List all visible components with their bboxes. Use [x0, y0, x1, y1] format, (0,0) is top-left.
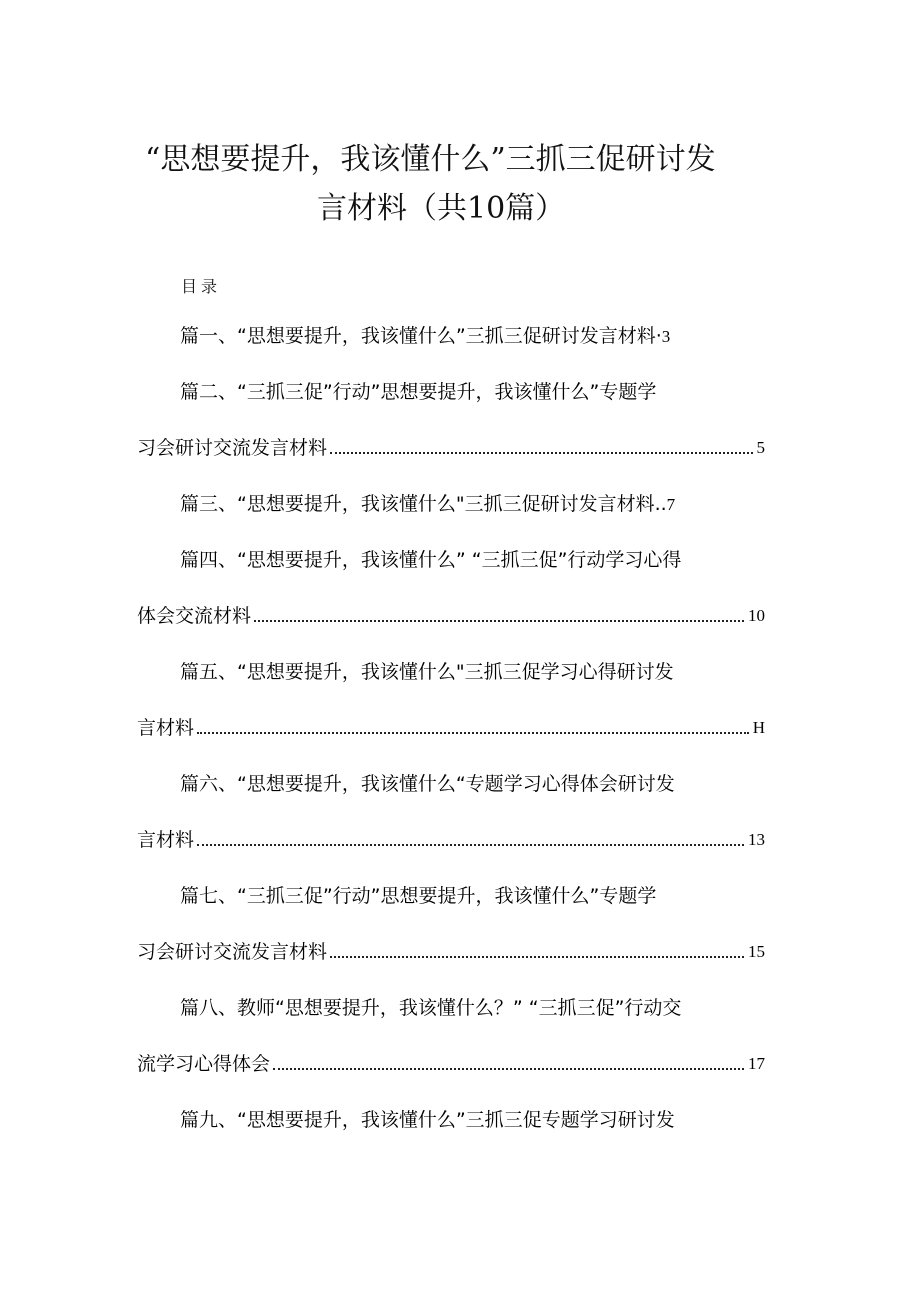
toc-entry-4-line1[interactable]: 篇四、“思想要提升，我该懂什么” “三抓三促”行动学习心得: [180, 549, 682, 571]
toc-entry-2-page: 5: [756, 438, 765, 457]
toc-entry-5-title-cont: 言材料: [137, 717, 195, 739]
dot-leader: [330, 956, 744, 958]
toc-entry-6-page: 13: [748, 830, 765, 849]
toc-entry-3-line[interactable]: [180, 493, 675, 516]
toc-entry-4-title-cont: 体会交流材料: [137, 605, 252, 627]
toc-entry-7-page: 15: [748, 942, 765, 961]
toc-entry-9-line1[interactable]: 篇九、“思想要提升，我该懂什么”三抓三促专题学习研讨发: [180, 1109, 675, 1131]
toc-entry-1-page: 3: [661, 327, 671, 346]
toc-entry-1-title: 篇一、“思想要提升，我该懂什么”三抓三促研讨发言材料·: [180, 325, 662, 347]
toc-entry-7-line2[interactable]: [137, 941, 765, 963]
document-title-line-1: “思想要提升，我该懂什么”三抓三促研讨发: [145, 142, 716, 177]
dot-leader: [330, 452, 752, 454]
toc-entry-5-line2[interactable]: [137, 717, 765, 739]
toc-entry-2-line1[interactable]: 篇二、“三抓三促”行动”思想要提升，我该懂什么”专题学: [180, 381, 657, 403]
toc-entry-7-title-cont: 习会研讨交流发言材料: [137, 941, 328, 963]
toc-entry-8-line1[interactable]: 篇八、教师“思想要提升，我该懂什么？” “三抓三促”行动交: [180, 997, 682, 1019]
document-title-line-2: 言材料（共10篇）: [317, 191, 566, 226]
toc-entry-2-title-cont: 习会研讨交流发言材料: [137, 437, 328, 459]
dot-leader: [273, 1068, 744, 1070]
dot-leader: [197, 732, 749, 734]
toc-entry-3-title: 篇三、“思想要提升，我该懂什么"三抓三促研讨发言材料..: [180, 493, 667, 515]
toc-entry-7-line1[interactable]: 篇七、“三抓三促”行动”思想要提升，我该懂什么”专题学: [180, 885, 657, 907]
toc-entry-4-line2[interactable]: [137, 605, 765, 627]
toc-entry-8-page: 17: [748, 1054, 765, 1073]
toc-entry-3-page: 7: [666, 495, 676, 514]
toc-entry-6-line2[interactable]: [137, 829, 765, 851]
toc-entry-1-line[interactable]: [180, 325, 670, 348]
toc-entry-8-title-cont: 流学习心得体会: [137, 1053, 271, 1075]
toc-entry-6-line1[interactable]: 篇六、“思想要提升，我该懂什么“专题学习心得体会研讨发: [180, 773, 675, 795]
toc-entry-8-line2[interactable]: [137, 1053, 765, 1075]
toc-entry-5-page: H: [752, 718, 765, 737]
dot-leader: [254, 620, 744, 622]
toc-entry-4-page: 10: [748, 606, 765, 625]
toc-heading: 目录: [181, 277, 222, 296]
dot-leader: [197, 844, 744, 846]
toc-entry-2-line2[interactable]: [137, 437, 765, 459]
toc-entry-5-line1[interactable]: 篇五、“思想要提升，我该懂什么"三抓三促学习心得研讨发: [180, 661, 674, 683]
toc-entry-6-title-cont: 言材料: [137, 829, 195, 851]
